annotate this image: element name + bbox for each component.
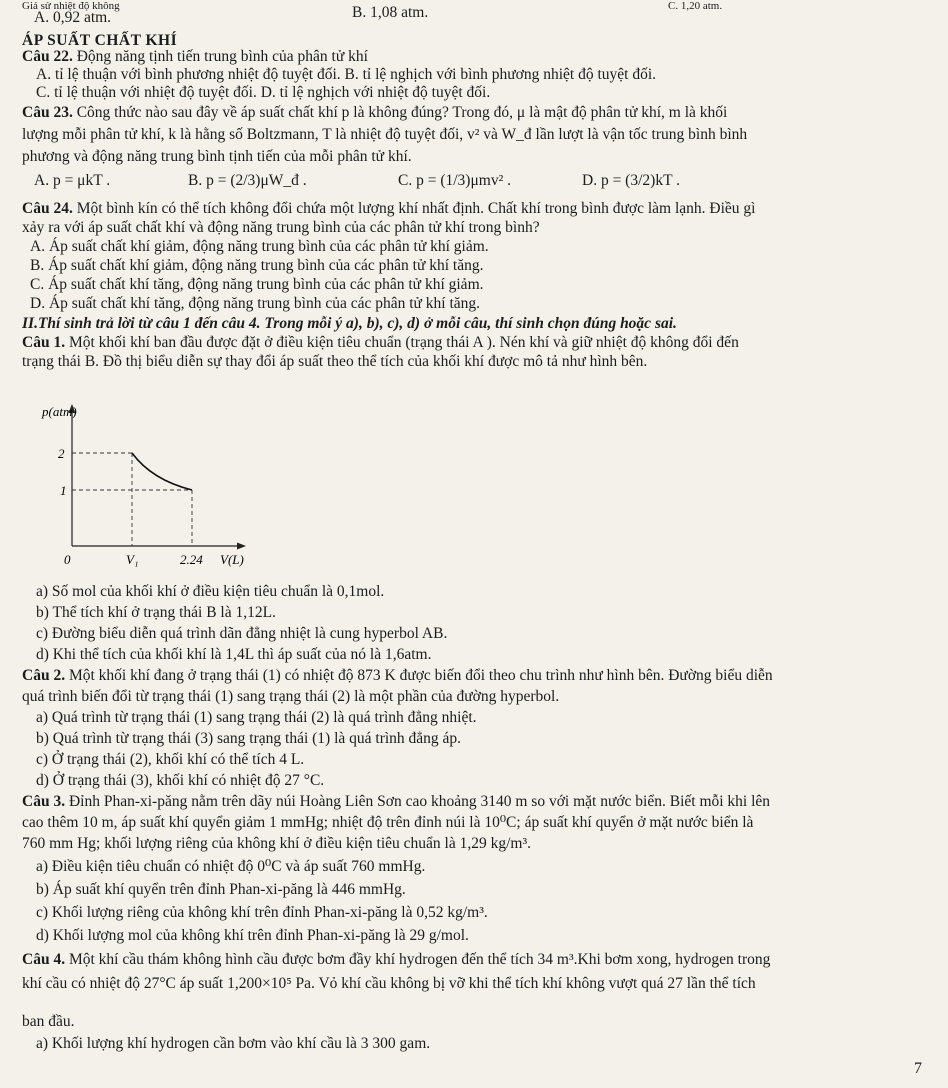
prev-option-a: A. 0,92 atm. <box>34 9 112 26</box>
x-axis-arrow <box>237 543 246 550</box>
section-title: ÁP SUẤT CHẤT KHÍ <box>22 32 178 49</box>
q22-stem: Câu 22. Động năng tịnh tiến trung bình của phân tử khí <box>22 48 368 65</box>
p3-stem-3: 760 mm Hg; khối lượng riêng của không khí ở điều kiện tiêu chuẩn là 1,29 kg/m³. <box>22 835 532 852</box>
origin-label: 0 <box>64 552 71 567</box>
p1-stem-2: trạng thái B. Đồ thị biểu diễn sự thay đổi áp suất theo thể tích của khối khí được mô tả như hình bên. <box>22 353 648 370</box>
y-tick-2: 2 <box>58 446 65 461</box>
p4-stem-1: Câu 4. Một khí cầu thám không hình cầu được bơm đầy khí hydrogen đến thể tích 34 m³.Khi bơm xong, hydrogen trong <box>22 951 771 968</box>
q24-option-b: B. Áp suất chất khí giảm, động năng trung bình của các phân tử khí tăng. <box>30 257 484 274</box>
cut-line: Giả sử nhiệt độ không <box>22 0 120 12</box>
p1-stem-1: Câu 1. Một khối khí ban đầu được đặt ở điều kiện tiêu chuẩn (trạng thái A ). Nén khí và giữ nhiệt độ không đổi đến <box>22 334 739 351</box>
y-axis-label: p(atm) <box>42 404 77 419</box>
prev-option-b: B. 1,08 atm. <box>352 4 429 21</box>
question-number: Câu 4. <box>22 951 66 968</box>
q23-stem-1: Câu 23. Công thức nào sau đây về áp suất chất khí p là không đúng? Trong đó, μ là mật độ phân tử khí, m là khối <box>22 104 728 121</box>
p2-item-a: a) Quá trình từ trạng thái (1) sang trạng thái (2) là quá trình đẳng nhiệt. <box>36 709 477 726</box>
pv-graph <box>40 380 270 580</box>
q22-options-cd: C. tỉ lệ thuận với nhiệt độ tuyệt đối. D. tỉ lệ nghịch với nhiệt độ tuyệt đối. <box>36 84 491 101</box>
q24-stem-2: xảy ra với áp suất chất khí và động năng trung bình của các phân tử khí trong bình? <box>22 219 540 236</box>
q23-option-c: C. p = (1/3)μmv² . <box>398 172 511 189</box>
page-number: 7 <box>914 1060 922 1077</box>
question-number: Câu 1. <box>22 334 66 351</box>
prev-option-c: C. 1,20 atm. <box>668 0 723 12</box>
p3-item-b: b) Áp suất khí quyển trên đỉnh Phan-xi-păng là 446 mmHg. <box>36 881 406 898</box>
isotherm-curve <box>132 453 192 490</box>
q24-option-d: D. Áp suất chất khí tăng, động năng trung bình của các phân tử khí tăng. <box>30 295 481 312</box>
p1-item-d: d) Khi thể tích của khối khí là 1,4L thì áp suất của nó là 1,6atm. <box>36 646 432 663</box>
p2-item-b: b) Quá trình từ trạng thái (3) sang trạng thái (1) là quá trình đẳng áp. <box>36 730 462 747</box>
p1-item-b: b) Thể tích khí ở trạng thái B là 1,12L. <box>36 604 276 621</box>
q23-stem-2: lượng mỗi phân tử khí, k là hằng số Boltzmann, T là nhiệt độ tuyệt đối, v² và W_đ lần lượt là vận tốc trung bình bình <box>22 126 748 143</box>
p1-item-a: a) Số mol của khối khí ở điều kiện tiêu chuẩn là 0,1mol. <box>36 583 385 600</box>
x-tick-v1: V₁ <box>126 552 139 567</box>
q24-option-c: C. Áp suất chất khí tăng, động năng trung bình của các phân tử khí giảm. <box>30 276 484 293</box>
question-number: Câu 2. <box>22 667 66 684</box>
y-tick-1: 1 <box>60 483 67 498</box>
p2-item-c: c) Ở trạng thái (2), khối khí có thể tích 4 L. <box>36 751 305 768</box>
p3-stem-1: Câu 3. Đỉnh Phan-xi-păng nằm trên dãy núi Hoàng Liên Sơn cao khoảng 3140 m so với mặt nước biển. Biết mỗi khi lên <box>22 793 771 810</box>
p1-item-c: c) Đường biểu diễn quá trình dãn đẳng nhiệt là cung hyperbol AB. <box>36 625 448 642</box>
q23-option-a: A. p = μkT . <box>34 172 111 189</box>
question-number: Câu 3. <box>22 793 66 810</box>
p3-item-a: a) Điều kiện tiêu chuẩn có nhiệt độ 0⁰C và áp suất 760 mmHg. <box>36 858 426 875</box>
p2-stem-1: Câu 2. Một khối khí đang ở trạng thái (1) có nhiệt độ 873 K được biến đổi theo chu trình như hình bên. Đường biểu diễn <box>22 667 773 684</box>
p4-stem-2: khí cầu có nhiệt độ 27°C áp suất 1,200×10⁵ Pa. Vỏ khí cầu không bị vỡ khi thể tích khí không vượt quá 27 lần thể tích <box>22 975 756 992</box>
q23-option-b: B. p = (2/3)μW_đ . <box>188 172 307 189</box>
q24-stem-1: Câu 24. Một bình kín có thể tích không đổi chứa một lượng khí nhất định. Chất khí trong bình được làm lạnh. Điều gì <box>22 200 756 217</box>
x-axis-label: V(L) <box>220 552 244 567</box>
question-number: Câu 23. <box>22 104 73 121</box>
p2-item-d: d) Ở trạng thái (3), khối khí có nhiệt độ 27 °C. <box>36 772 325 789</box>
p4-stem-3: ban đầu. <box>22 1013 75 1030</box>
x-tick-224: 2.24 <box>180 552 203 567</box>
p3-item-c: c) Khối lượng riêng của không khí trên đỉnh Phan-xi-păng là 0,52 kg/m³. <box>36 904 488 921</box>
question-number: Câu 24. <box>22 200 73 217</box>
part2-title: II.Thí sinh trả lời từ câu 1 đến câu 4. Trong mỗi ý a), b), c), d) ở mỗi câu, thí sinh chọn đúng hoặc sai. <box>22 315 677 332</box>
p4-item-a: a) Khối lượng khí hydrogen cần bơm vào khí cầu là 3 300 gam. <box>36 1035 431 1052</box>
question-number: Câu 22. <box>22 48 73 65</box>
p2-stem-2: quá trình biến đổi từ trạng thái (1) sang trạng thái (2) là một phần của đường hyperbol. <box>22 688 560 705</box>
q23-stem-3: phương và động năng trung bình tịnh tiến của mỗi phân tử khí. <box>22 148 412 165</box>
q23-option-d: D. p = (3/2)kT . <box>582 172 681 189</box>
q24-option-a: A. Áp suất chất khí giảm, động năng trung bình của các phân tử khí giảm. <box>30 238 489 255</box>
q22-options-ab: A. tỉ lệ thuận với bình phương nhiệt độ tuyệt đối. B. tỉ lệ nghịch với bình phương nhiệt độ tuyệt đối. <box>36 66 657 83</box>
p3-stem-2: cao thêm 10 m, áp suất khí quyển giảm 1 mmHg; nhiệt độ trên đỉnh núi là 10⁰C; áp suất khí quyển ở mặt nước biển là <box>22 814 754 831</box>
p3-item-d: d) Khối lượng mol của không khí trên đỉnh Phan-xi-păng là 29 g/mol. <box>36 927 469 944</box>
